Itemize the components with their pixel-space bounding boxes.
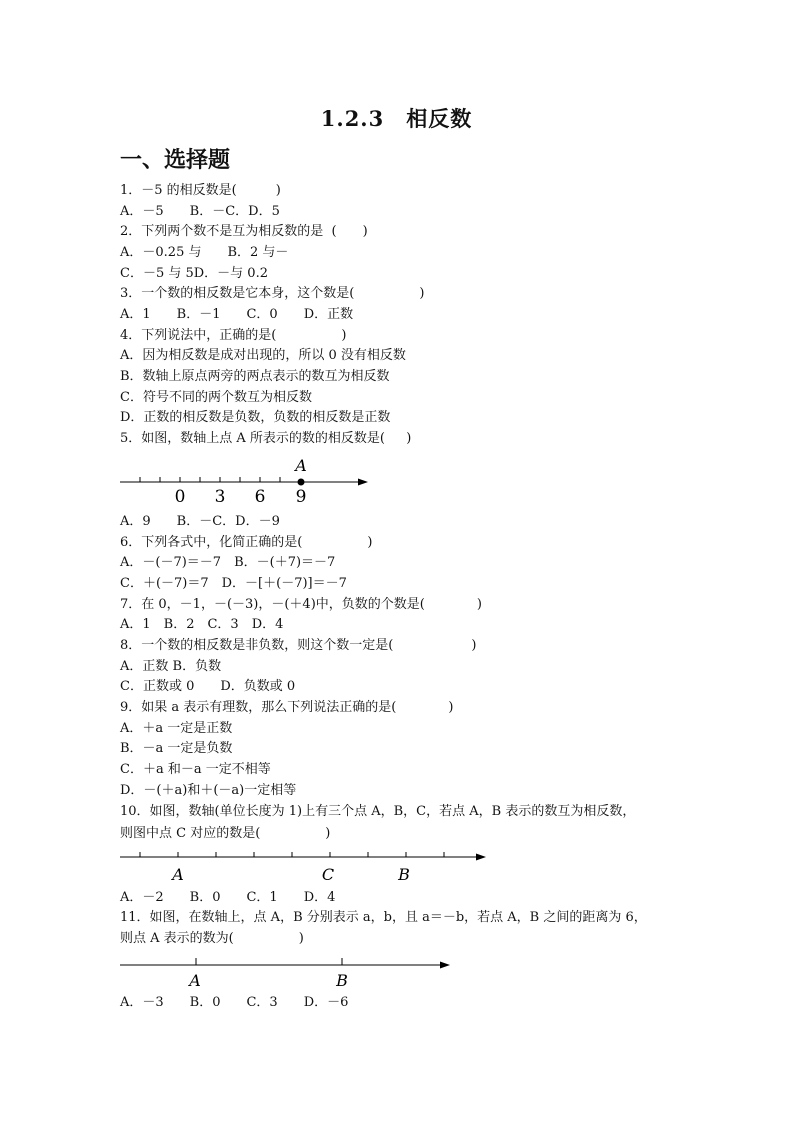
q2-stem: 2．下列两个数不是互为相反数的是 ( ) [120, 224, 368, 239]
q5-options: A．9 B．－C．D．－9 [120, 514, 280, 529]
q6-options-ab: A．－(－7)＝－7 B．－(＋7)＝－7 [120, 555, 336, 570]
q8-options-ab: A．正数 B．负数 [120, 659, 222, 674]
q4-stem: 4．下列说法中，正确的是( ) [120, 328, 347, 343]
q5-stem: 5．如图，数轴上点 A 所表示的数的相反数是( ) [120, 431, 412, 446]
q11-number-line [0, 953, 793, 993]
q10-options: A．－2 B．0 C．1 D．4 [120, 890, 336, 905]
page-title: 1.2.3 相反数 [320, 106, 473, 131]
q5-number-line [0, 455, 793, 505]
q10-number-line [0, 845, 793, 887]
q1-stem: 1．－5 的相反数是( ) [120, 183, 281, 198]
point-a-marker [298, 479, 305, 486]
q4-option-c: C．符号不同的两个数互为相反数 [120, 390, 312, 405]
q3-stem: 3．一个数的相反数是它本身，这个数是( ) [120, 286, 425, 301]
q8-stem: 8．一个数的相反数是非负数，则这个数一定是( ) [120, 638, 477, 653]
point-c-label: C [321, 865, 335, 884]
point-a-label: A [295, 456, 307, 475]
section-heading: 一、选择题 [120, 148, 231, 173]
q4-option-a: A．因为相反数是成对出现的，所以 0 没有相反数 [120, 348, 406, 363]
q6-stem: 6．下列各式中，化简正确的是( ) [120, 535, 373, 550]
q4-option-d: D．正数的相反数是负数，负数的相反数是正数 [120, 410, 391, 425]
q9-option-c: C．＋a 和－a 一定不相等 [120, 762, 271, 777]
point-b-label: B [336, 971, 348, 990]
q9-option-b: B．－a 一定是负数 [120, 741, 233, 756]
q8-options-cd: C．正数或 0 D．负数或 0 [120, 679, 296, 694]
tick-label: 0 [174, 487, 186, 507]
q6-options-cd: C．＋(－7)＝7 D．－[＋(－7)]＝－7 [120, 576, 347, 591]
q10-stem-line1: 10．如图，数轴(单位长度为 1)上有三个点 A，B，C，若点 A，B 表示的数互为相反数， [120, 804, 636, 819]
q7-options: A．1 B．2 C．3 D．4 [120, 617, 284, 632]
q9-stem: 9．如果 a 表示有理数，那么下列说法正确的是( ) [120, 700, 454, 715]
tick-label: 9 [295, 487, 307, 507]
q4-option-b: B．数轴上原点两旁的两点表示的数互为相反数 [120, 369, 390, 384]
q11-options: A．－3 B．0 C．3 D．－6 [120, 995, 349, 1010]
q3-options: A．1 B．－1 C．0 D．正数 [120, 307, 354, 322]
q11-stem-line1: 11．如图，在数轴上，点 A，B 分别表示 a，b，且 a＝－b，若点 A，B 之间的距离为 6， [120, 910, 647, 925]
q1-options: A．－5 B．－C．D．5 [120, 204, 280, 219]
point-a-label: A [172, 865, 184, 884]
q9-option-d: D．－(＋a)和＋(－a)一定相等 [120, 783, 297, 798]
q10-stem-line2: 则图中点 C 对应的数是( ) [120, 826, 331, 841]
point-a-label: A [189, 971, 201, 990]
point-b-label: B [398, 865, 410, 884]
q2-options-cd: C．－5 与 5D．－与 0.2 [120, 266, 268, 281]
tick-label: 3 [214, 487, 226, 507]
q7-stem: 7．在 0，－1，－(－3)，－(＋4)中，负数的个数是( ) [120, 597, 482, 612]
q9-option-a: A．＋a 一定是正数 [120, 721, 233, 736]
q11-stem-line2: 则点 A 表示的数为( ) [120, 931, 304, 946]
q2-options-ab: A．－0.25 与 B．2 与－ [120, 245, 289, 260]
tick-label: 6 [254, 487, 266, 507]
